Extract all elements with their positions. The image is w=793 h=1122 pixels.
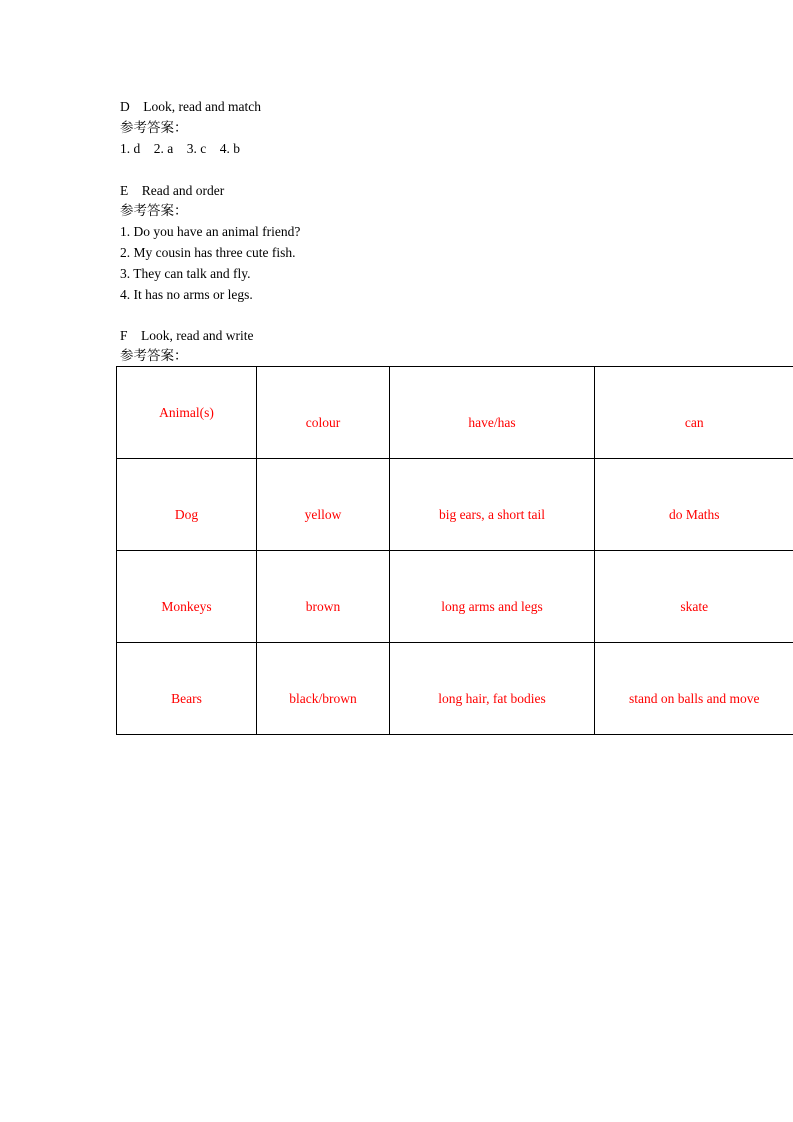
section-e-heading: E Read and order	[120, 183, 225, 198]
table-cell: Dog	[117, 459, 257, 551]
section-e-answer-3: 3. They can talk and fly.	[120, 266, 251, 281]
table-cell: Bears	[117, 643, 257, 735]
table-header-row	[117, 367, 793, 459]
section-e-answer-label: 参考答案：	[120, 203, 188, 218]
answers-table	[116, 366, 793, 735]
table-cell: long hair, fat bodies	[390, 643, 595, 735]
section-f-answer-label: 参考答案：	[120, 348, 188, 363]
table-cell: long arms and legs	[390, 551, 595, 643]
section-e-answer-4: 4. It has no arms or legs.	[120, 287, 253, 302]
section-e-answer-1: 1. Do you have an animal friend?	[120, 224, 301, 239]
table-header-cell: colour	[257, 367, 390, 459]
table-cell: skate	[595, 551, 793, 643]
section-f-heading: F Look, read and write	[120, 328, 254, 343]
table-header-cell: Animal(s)	[117, 367, 257, 459]
table-cell: black/brown	[257, 643, 390, 735]
section-e-answer-2: 2. My cousin has three cute fish.	[120, 245, 296, 260]
table-row	[117, 643, 793, 735]
table-row	[117, 551, 793, 643]
table-header-cell: have/has	[390, 367, 595, 459]
table-cell: yellow	[257, 459, 390, 551]
table-row	[117, 459, 793, 551]
table-header-cell: can	[595, 367, 793, 459]
table-cell: do Maths	[595, 459, 793, 551]
table-cell: stand on balls and move	[595, 643, 793, 735]
section-d-heading: D Look, read and match	[120, 99, 261, 114]
table-cell: Monkeys	[117, 551, 257, 643]
table-cell: brown	[257, 551, 390, 643]
section-d-answers: 1. d 2. a 3. c 4. b	[120, 141, 240, 156]
section-d-answer-label: 参考答案：	[120, 120, 188, 135]
table-cell: big ears, a short tail	[390, 459, 595, 551]
